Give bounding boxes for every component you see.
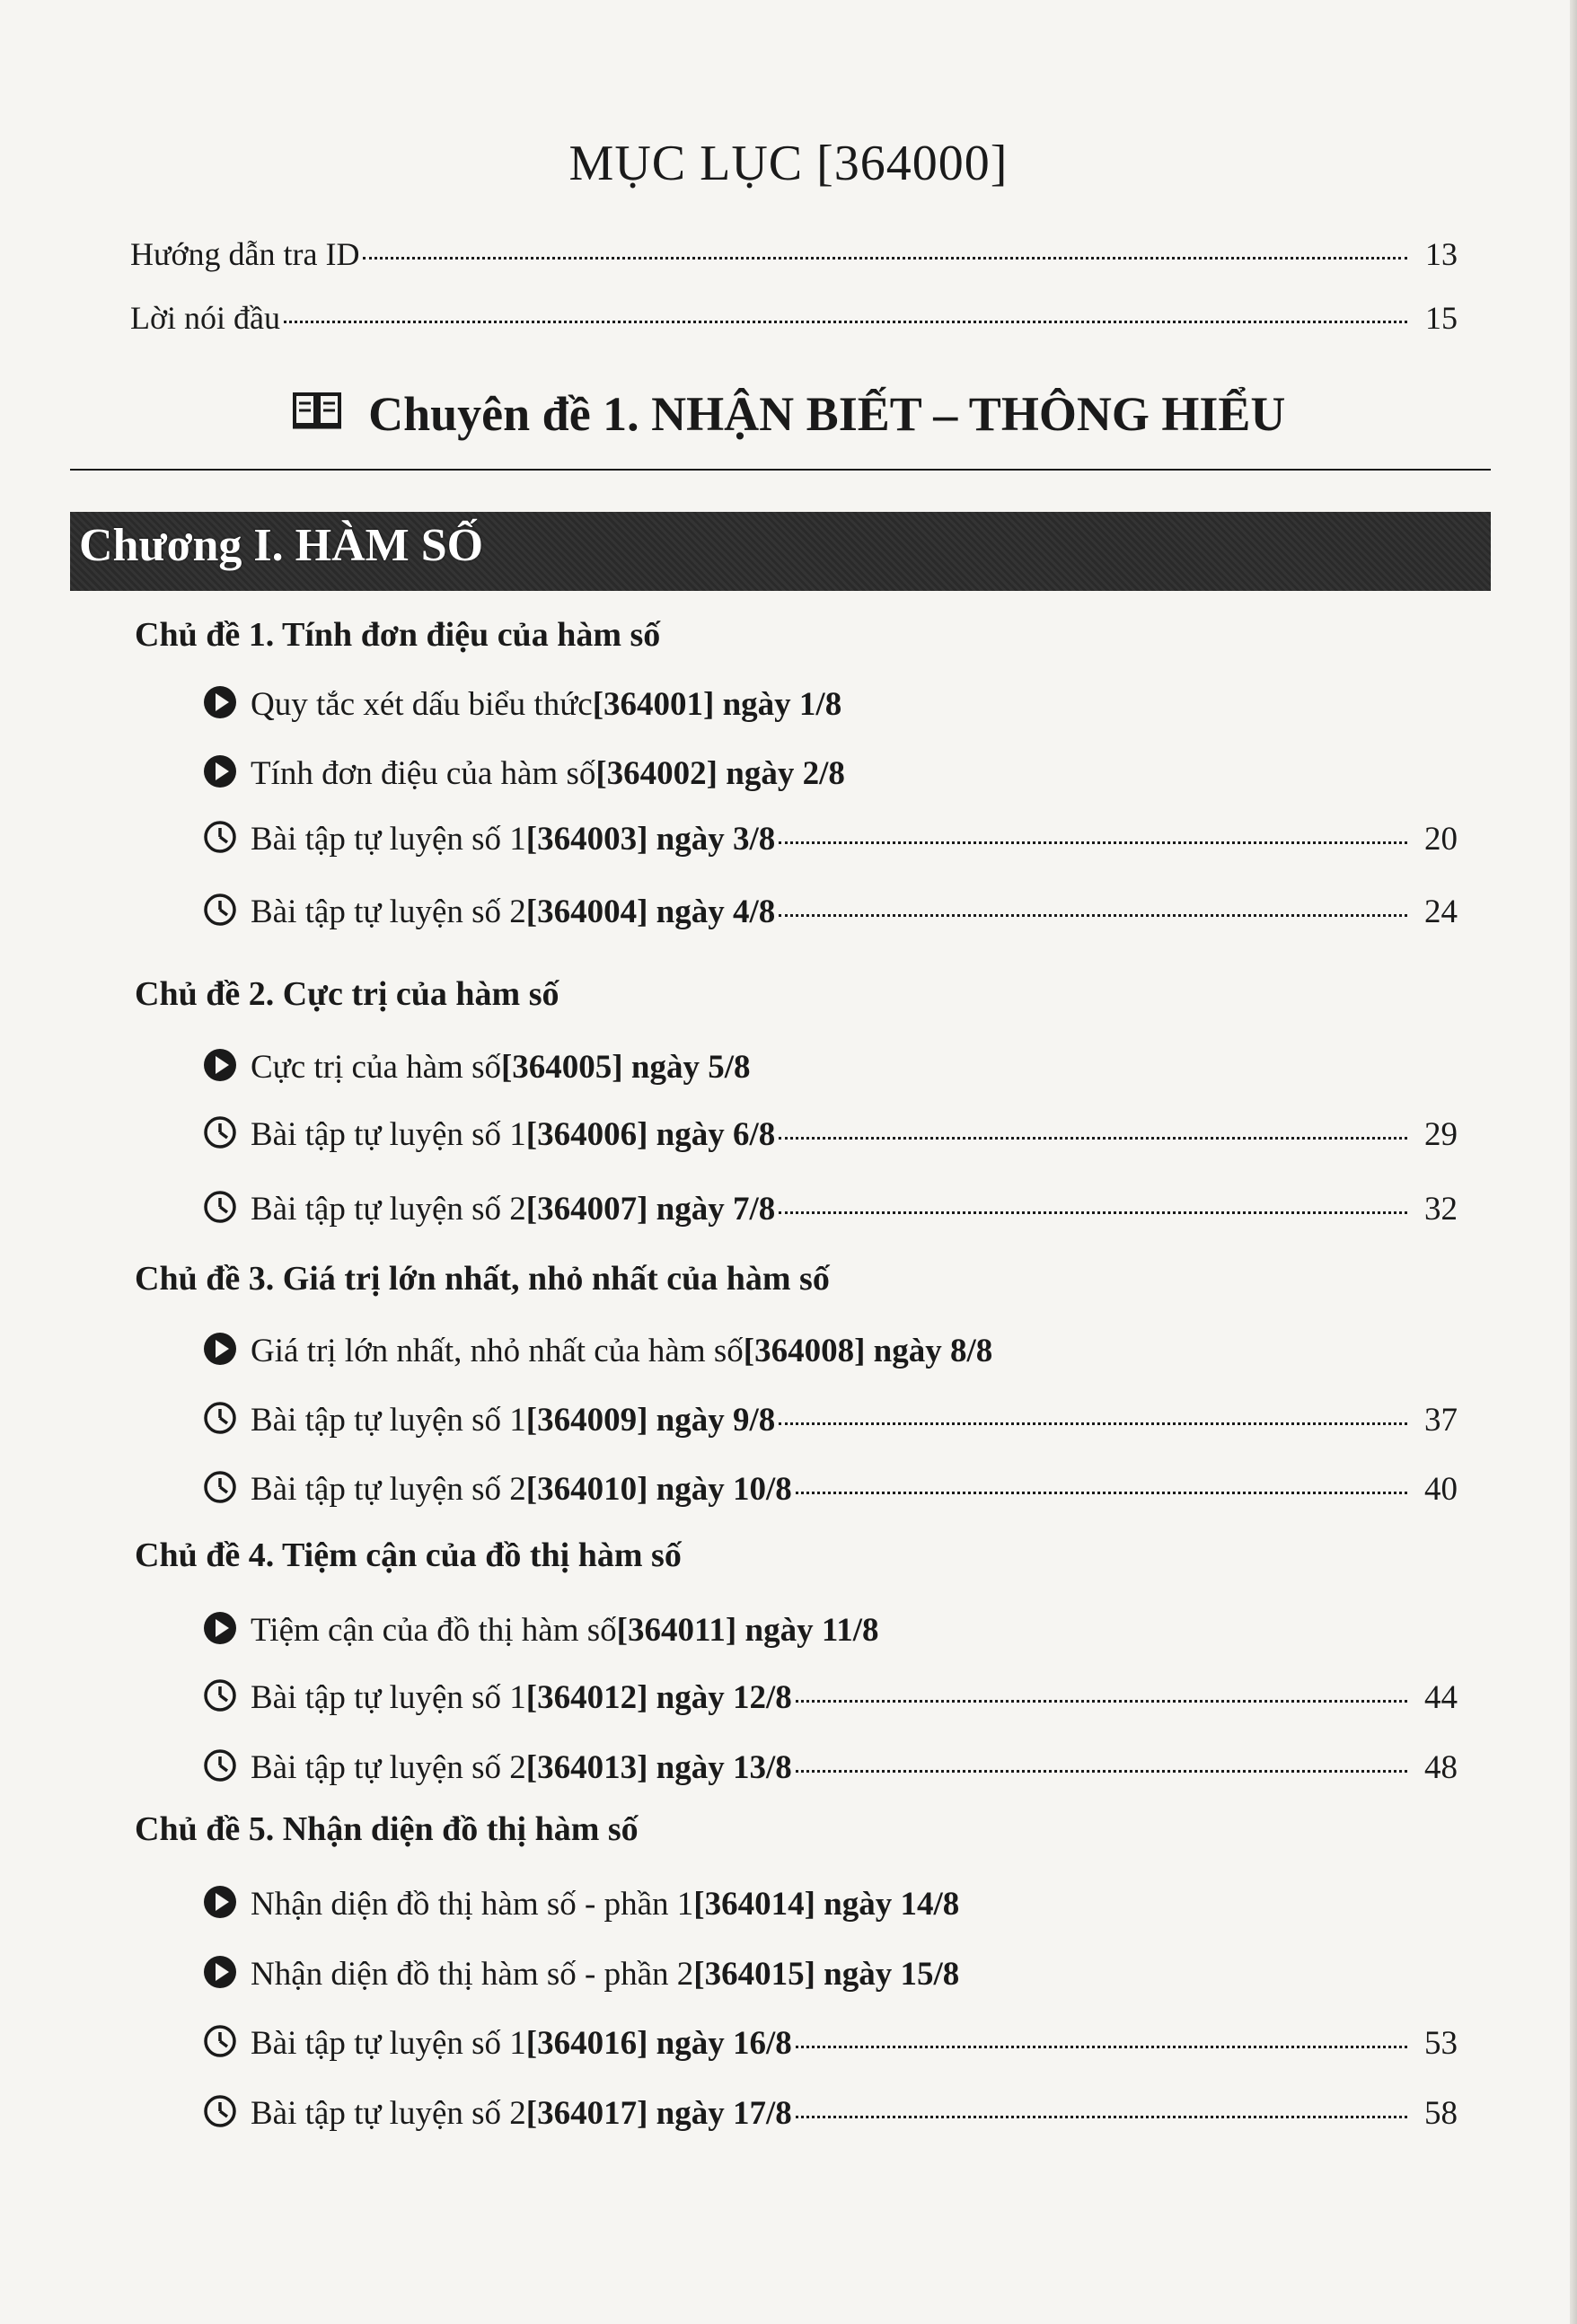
entry-label: Quy tắc xét dấu biểu thức — [251, 686, 593, 723]
dot-leader — [779, 914, 1407, 917]
lesson-row[interactable] — [202, 1042, 750, 1087]
entry-id: [364008] ngày 8/8 — [743, 1333, 993, 1369]
page-number: 24 — [1424, 894, 1458, 930]
entry-label: Nhận diện đồ thị hàm số - phần 2 — [251, 1956, 694, 1993]
entry-label: Bài tập tự luyện số 2 — [251, 1749, 526, 1786]
clock-icon — [202, 1189, 238, 1225]
lesson-row[interactable] — [202, 748, 845, 793]
entry-id: [364006] ngày 6/8 — [525, 1116, 776, 1153]
page-number: 13 — [1425, 236, 1458, 272]
exercise-row[interactable] — [202, 2088, 1458, 2133]
topic-label: Chuyên đề 1. NHẬN BIẾT – THÔNG HIỂU — [368, 387, 1286, 441]
entry-label: Nhận diện đồ thị hàm số - phần 1 — [251, 1886, 694, 1923]
entry-id: [364016] ngày 16/8 — [525, 2025, 792, 2062]
clock-icon — [202, 819, 238, 855]
entry-id: [364001] ngày 1/8 — [592, 686, 842, 723]
entry-label: Bài tập tự luyện số 2 — [251, 2095, 526, 2132]
exercise-row[interactable] — [202, 1395, 1458, 1439]
clock-icon — [202, 1747, 238, 1783]
clock-icon — [202, 2023, 238, 2059]
entry-id: [364009] ngày 9/8 — [525, 1402, 776, 1439]
dot-leader — [796, 2116, 1407, 2118]
play-icon — [202, 753, 238, 789]
exercise-row[interactable] — [202, 1184, 1458, 1228]
page-number: 58 — [1424, 2095, 1458, 2132]
page-number: 15 — [1425, 300, 1458, 336]
page-number: 32 — [1424, 1191, 1458, 1228]
section-heading: Chủ đề 5. Nhận diện đồ thị hàm số — [135, 1810, 639, 1848]
front-matter-label: Hướng dẫn tra ID — [130, 236, 360, 272]
dot-leader — [779, 841, 1407, 844]
entry-label: Cực trị của hàm số — [251, 1049, 501, 1086]
page-number: 20 — [1424, 821, 1458, 858]
dot-leader — [284, 321, 1407, 323]
exercise-row[interactable] — [202, 1672, 1458, 1717]
lesson-row[interactable] — [202, 1879, 959, 1923]
play-icon — [202, 1610, 238, 1646]
page-number: 29 — [1424, 1116, 1458, 1153]
play-icon — [202, 1884, 238, 1920]
dot-leader — [796, 1492, 1407, 1494]
page-title: MỤC LỤC [364000] — [568, 136, 1009, 191]
section-heading: Chủ đề 3. Giá trị lớn nhất, nhỏ nhất của hàm số — [135, 1260, 830, 1298]
entry-id: [364005] ngày 5/8 — [500, 1049, 751, 1086]
entry-id: [364010] ngày 10/8 — [525, 1471, 792, 1508]
entry-id: [364012] ngày 12/8 — [525, 1679, 792, 1716]
clock-icon — [202, 892, 238, 928]
dot-leader — [796, 1770, 1407, 1773]
entry-id: [364011] ngày 11/8 — [616, 1612, 879, 1649]
lesson-row[interactable] — [202, 679, 841, 724]
dot-leader — [363, 257, 1407, 260]
clock-icon — [202, 1677, 238, 1713]
clock-icon — [202, 2093, 238, 2129]
entry-id: [364002] ngày 2/8 — [595, 755, 845, 792]
chapter-banner — [70, 512, 1491, 591]
page-number: 44 — [1424, 1679, 1458, 1716]
section-heading: Chủ đề 2. Cực trị của hàm số — [135, 975, 559, 1013]
topic-heading — [0, 386, 1577, 447]
dot-leader — [779, 1422, 1407, 1425]
entry-label: Bài tập tự luyện số 2 — [251, 1191, 526, 1228]
lesson-row[interactable] — [202, 1605, 879, 1650]
clock-icon — [202, 1114, 238, 1150]
section-heading: Chủ đề 1. Tính đơn điệu của hàm số — [135, 616, 661, 654]
section-heading: Chủ đề 4. Tiệm cận của đồ thị hàm số — [135, 1536, 682, 1574]
entry-id: [364017] ngày 17/8 — [525, 2095, 792, 2132]
entry-id: [364013] ngày 13/8 — [525, 1749, 792, 1786]
entry-label: Tính đơn điệu của hàm số — [251, 755, 596, 792]
play-icon — [202, 1047, 238, 1083]
page-edge-shadow — [1570, 0, 1577, 2324]
entry-label: Bài tập tự luyện số 1 — [251, 1679, 526, 1716]
page-number: 40 — [1424, 1471, 1458, 1508]
entry-label: Bài tập tự luyện số 2 — [251, 1471, 526, 1508]
dot-leader — [796, 2046, 1407, 2048]
dot-leader — [779, 1137, 1407, 1140]
page-number: 37 — [1424, 1402, 1458, 1439]
book-icon — [292, 386, 342, 442]
play-icon — [202, 1954, 238, 1990]
entry-label: Bài tập tự luyện số 1 — [251, 821, 526, 858]
entry-id: [364004] ngày 4/8 — [525, 894, 776, 930]
chapter-title: Chương I. HÀM SỐ — [79, 520, 484, 571]
entry-label: Bài tập tự luyện số 2 — [251, 894, 526, 930]
entry-id: [364003] ngày 3/8 — [525, 821, 776, 858]
entry-label: Bài tập tự luyện số 1 — [251, 1402, 526, 1439]
entry-id: [364015] ngày 15/8 — [693, 1956, 960, 1993]
page-number: 53 — [1424, 2025, 1458, 2062]
exercise-row[interactable] — [202, 814, 1458, 858]
front-matter-row[interactable] — [130, 235, 1458, 273]
entry-label: Tiệm cận của đồ thị hàm số — [251, 1612, 617, 1649]
page-number: 48 — [1424, 1749, 1458, 1786]
entry-label: Bài tập tự luyện số 1 — [251, 2025, 526, 2062]
lesson-row[interactable] — [202, 1949, 959, 1994]
front-matter-row[interactable] — [130, 299, 1458, 337]
play-icon — [202, 684, 238, 720]
clock-icon — [202, 1469, 238, 1505]
front-matter-label: Lời nói đầu — [130, 300, 281, 336]
entry-id: [364014] ngày 14/8 — [693, 1886, 960, 1923]
exercise-row[interactable] — [202, 1464, 1458, 1509]
clock-icon — [202, 1400, 238, 1436]
entry-label: Bài tập tự luyện số 1 — [251, 1116, 526, 1153]
dot-leader — [796, 1700, 1407, 1703]
divider — [70, 469, 1491, 471]
exercise-row[interactable] — [202, 1109, 1458, 1154]
dot-leader — [779, 1211, 1407, 1214]
entry-label: Giá trị lớn nhất, nhỏ nhất của hàm số — [251, 1333, 744, 1369]
play-icon — [202, 1331, 238, 1367]
exercise-row[interactable] — [202, 1742, 1458, 1787]
lesson-row[interactable] — [202, 1325, 992, 1370]
exercise-row[interactable] — [202, 2018, 1458, 2063]
entry-id: [364007] ngày 7/8 — [525, 1191, 776, 1228]
exercise-row[interactable] — [202, 886, 1458, 931]
